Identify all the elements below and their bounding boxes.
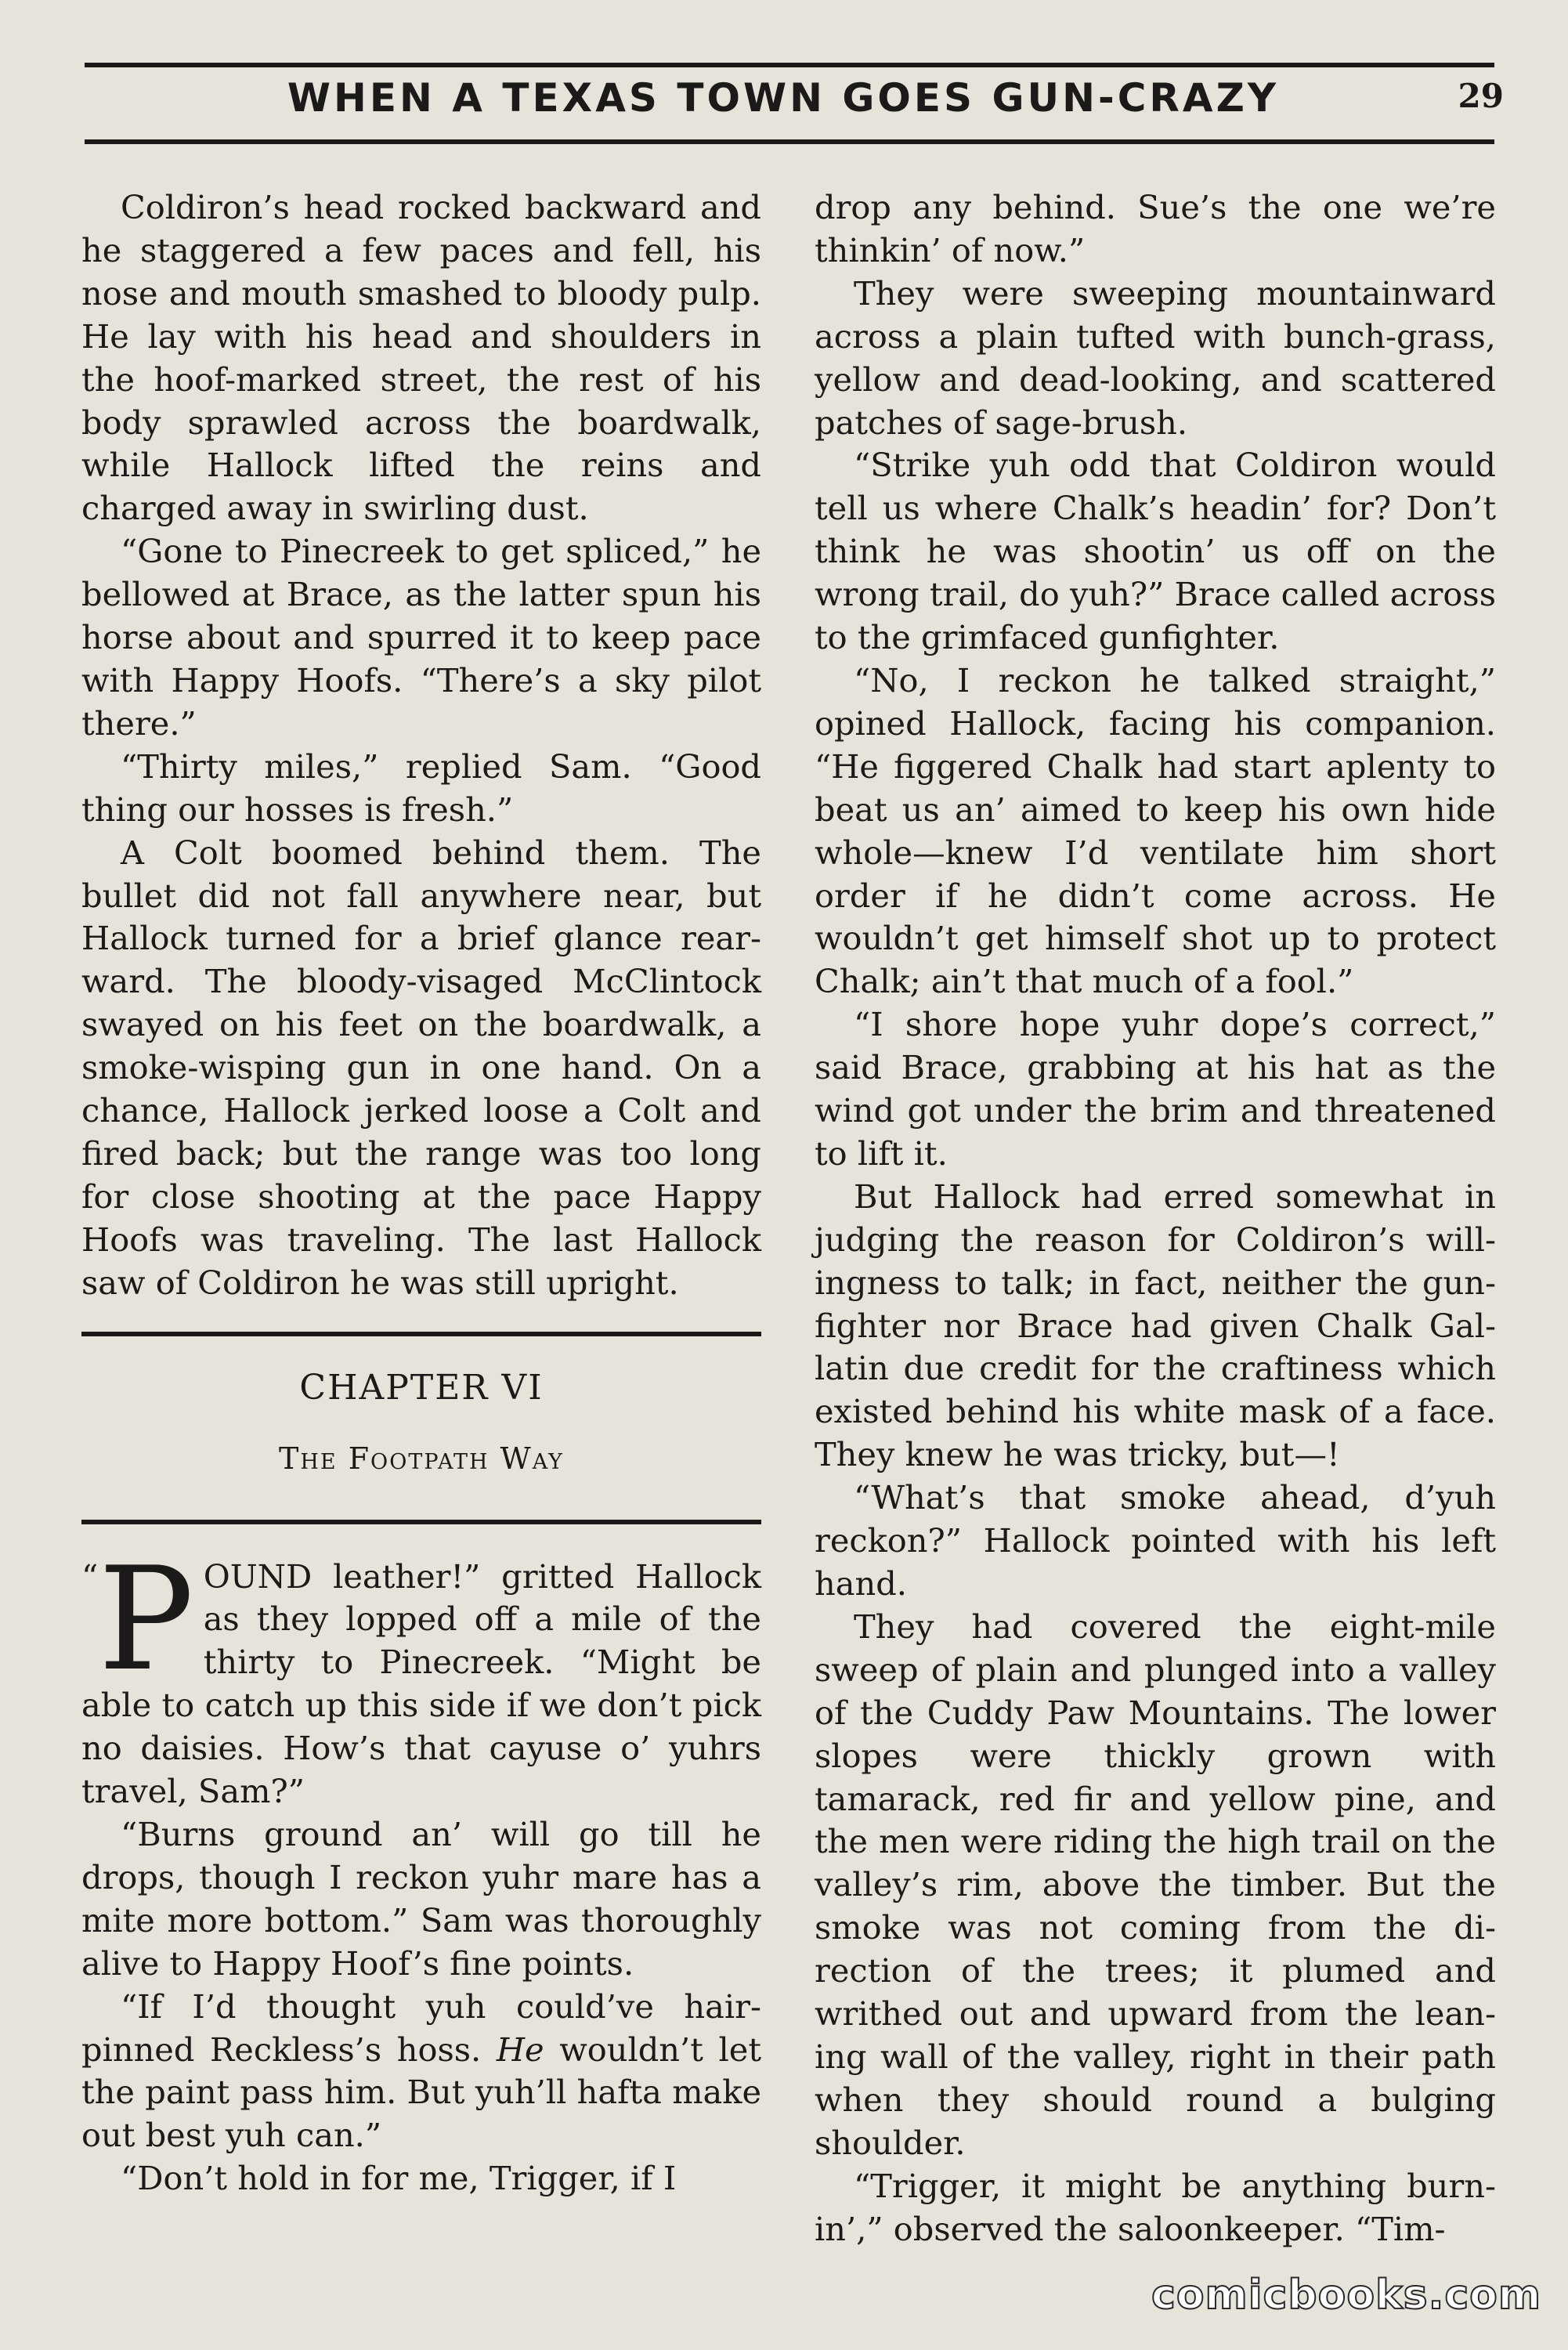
italic-paragraph-after: wouldn’t let the paint pass him. But yuh’ll hafta make out best yuh can.” [81,2030,761,2155]
paragraph: “Thirty miles,” replied Sam. “Good thing our hosses is fresh.” [81,747,761,829]
left-column [81,186,761,2200]
continued-paragraph: drop any behind. Sue’s the one we’re thinkin’ of now.” [815,188,1496,269]
paragraph: They were sweeping mountainward across a plain tufted with bunch-grass, yellow and dead-looking, and scattered patches of sage-brush. [815,273,1496,442]
page-number: 29 [1458,77,1504,115]
watermark-logo: comicbooks.com [1151,2272,1542,2319]
paragraph: “No, I reckon he talked straight,” opined Hallock, facing his companion. “He figgered Chalk had start aplenty to beat us an’ aimed to keep his own hide whole—knew I’d ventilate him short order if he didn’t come across. He wouldn’t get himself shot up to protect Chalk; ain’t that much of a fool.” [815,660,1496,1001]
paragraph: “Burns ground an’ will go till he drops, though I reckon yuhr mare has a mite more bottom.” Sam was thoroughly alive to Happy Hoof’s fine points. [81,1815,761,1983]
paragraph: A Colt boomed behind them. The bullet did not fall anywhere near, but Hallock turned for a brief glance rearward. The bloody-visaged McClintock swayed on his feet on the boardwalk, a smoke-wisping gun in one hand. On a chance, Hallock jerked loose a Colt and fired back; but the range was too long for close shooting at the pace Happy Hoofs was traveling. The last Hallock saw of Coldiron he was still upright. [81,833,761,1302]
paragraph: “Trigger, it might be anything burnin’,” observed the saloonkeeper. “Tim- [815,2166,1496,2248]
lead-word: OUND [203,1556,313,1596]
header-rule-top [85,63,1494,67]
paragraph: “Strike yuh odd that Coldiron would tell us where Chalk’s headin’ for? Don’t think he was shootin’ us off on the wrong trail, do yuh?” Brace called across to the grimfaced gunfighter. [815,446,1496,657]
paragraph: “What’s that smoke ahead, d’yuh reckon?” Hallock pointed with his left hand. [815,1478,1496,1603]
chapter-opening-paragraph [81,1535,761,1813]
opening-quote: “ [81,1556,99,1596]
paragraph: “I shore hope yuhr dope’s correct,” said Brace, grabbing at his hat as the wind got under the brim and threatened to lift it. [815,1005,1496,1173]
running-header-title: WHEN A TEXAS TOWN GOES GUN-CRAZY [287,75,1280,121]
paragraph [81,1986,761,2158]
chapter-title: The Footpath Way [279,1441,564,1476]
chapter-number: CHAPTER VI [299,1367,544,1408]
chapter-rule-top [81,1332,761,1336]
drop-cap: P [98,1535,194,1702]
chapter-rule-bottom [81,1520,761,1524]
paragraph: But Hallock had erred somewhat in judging the reason for Coldiron’s willingness to talk; in fact, neither the gunfighter nor Brace had given Chalk Gallatin due credit for the craftiness which existed behind his white mask of a face. They knew he was tricky, but—! [815,1177,1496,1474]
paragraph: “Don’t hold in for me, Trigger, if I [121,2159,677,2198]
italic-word: He [496,2030,544,2069]
right-column [815,186,1496,2251]
header-rule-bottom [85,139,1494,144]
paragraph: “Gone to Pinecreek to get spliced,” he bellowed at Brace, as the latter spun his horse about and spurred it to keep pace with Happy Hoofs. “There’s a sky pilot there.” [81,532,761,743]
opening-text: leather!” gritted Hallock as they lopped off a mile of the thirty to Pinecreek. “Might be able to catch up this side if we don’t pick no daisies. How’s that cayuse o’ yuhrs travel, Sam?” [81,1556,761,1811]
paragraph: Coldiron’s head rocked backward and he staggered a few paces and fell, his nose and mouth smashed to bloody pulp. He lay with his head and shoulders in the hoof-marked street, the rest of his body sprawled across the boardwalk, while Hallock lifted the reins and charged away in swirling dust. [81,188,761,528]
italic-paragraph-before: “If I’d thought yuh could’ve hairpinned Reckless’s hoss. [81,1987,761,2069]
paragraph: They had covered the eight-mile sweep of plain and plunged into a valley of the Cuddy Paw Mountains. The lower slopes were thickly grown with tamarack, red fir and yellow pine, and the men were riding the high trail on the valley’s rim, above the timber. But the smoke was not coming from the direction of the trees; it plumed and writhed out and upward from the leaning wall of the valley, right in their path when they should round a bulging shoulder. [815,1607,1496,2162]
